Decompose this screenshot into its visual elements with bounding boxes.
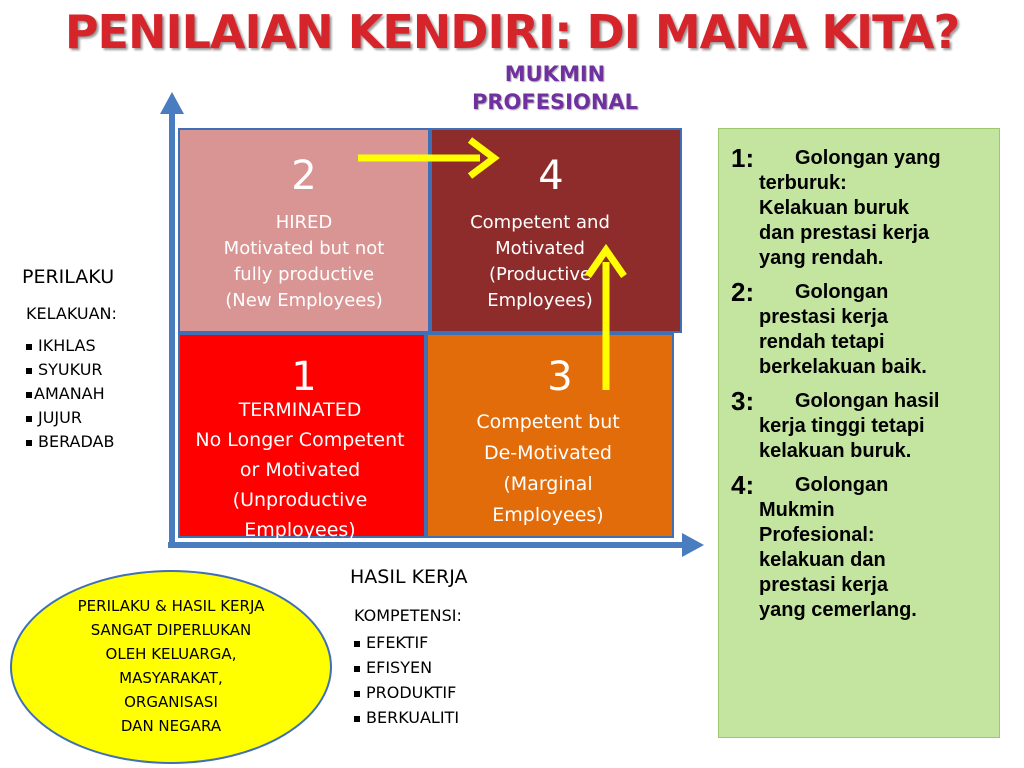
bullet-icon: [354, 691, 360, 697]
list-item: BERKUALITI: [354, 705, 459, 730]
y-axis-label: PERILAKU: [22, 266, 115, 288]
bullet-icon: [354, 666, 360, 672]
legend-text: Golongan Mukmin Profesional: kelakuan dan prestasi kerja yang cemerlang.: [759, 474, 917, 621]
x-axis-sublabel: KOMPETENSI:: [354, 606, 462, 625]
legend-number: 3:: [731, 386, 755, 416]
legend-text: Golongan yang terburuk: Kelakuan buruk dan prestasi kerja yang rendah.: [759, 147, 941, 269]
oval-callout-text: PERILAKU & HASIL KERJA SANGAT DIPERLUKAN OLEH KELUARGA, MASYARAKAT, ORGANISASI DAN NEGARA: [77, 597, 265, 735]
list-item: PRODUKTIF: [354, 680, 459, 705]
quadrant-3-number: 3: [547, 354, 573, 400]
legend-item-1: [731, 143, 991, 271]
list-item: AMANAH: [26, 382, 114, 406]
competency-list: [354, 630, 459, 730]
page-title: PENILAIAN KENDIRI: DI MANA KITA?: [64, 5, 960, 59]
quadrant-3-text: Competent but De-Motivated (Marginal Employees): [476, 411, 620, 526]
bullet-icon: [26, 368, 32, 374]
legend-panel: [718, 128, 1000, 738]
bullet-icon: [26, 416, 32, 422]
legend-item-4: [731, 470, 991, 623]
list-item: IKHLAS: [26, 334, 114, 358]
list-item: BERADAB: [26, 430, 114, 454]
bullet-icon: [354, 641, 360, 647]
quadrant-1-number: 1: [291, 354, 317, 400]
quadrant-4-number: 4: [538, 153, 564, 199]
quadrant-1-text: TERMINATED No Longer Competent or Motivated (Unproductive Employees): [195, 399, 405, 541]
y-axis-sublabel: KELAKUAN:: [26, 304, 117, 323]
list-item: EFISYEN: [354, 655, 459, 680]
x-axis-label: HASIL KERJA: [350, 566, 468, 588]
legend-text: Golongan hasil kerja tinggi tetapi kelakuan buruk.: [759, 390, 940, 462]
legend-text: Golongan prestasi kerja rendah tetapi berkelakuan baik.: [759, 281, 927, 378]
legend-number: 2:: [731, 277, 755, 307]
list-item: JUJUR: [26, 406, 114, 430]
quadrant-2-number: 2: [291, 153, 317, 199]
legend-item-2: [731, 277, 991, 380]
list-item: SYUKUR: [26, 358, 114, 382]
quadrant-4-text: Competent and Motivated (Productive Employees): [470, 212, 610, 311]
legend-item-3: [731, 386, 991, 464]
mukmin-profesional-label: MUKMIN PROFESIONAL: [471, 62, 639, 114]
legend-number: 4:: [731, 470, 755, 500]
bullet-icon: [354, 716, 360, 722]
list-item: EFEKTIF: [354, 630, 459, 655]
legend-number: 1:: [731, 143, 755, 173]
quadrant-2-text: HIRED Motivated but not fully productive (New Employees): [223, 212, 385, 311]
bullet-icon: [26, 440, 32, 446]
bullet-icon: [26, 344, 32, 350]
behaviour-list: [26, 334, 114, 454]
bullet-icon: [26, 392, 32, 398]
